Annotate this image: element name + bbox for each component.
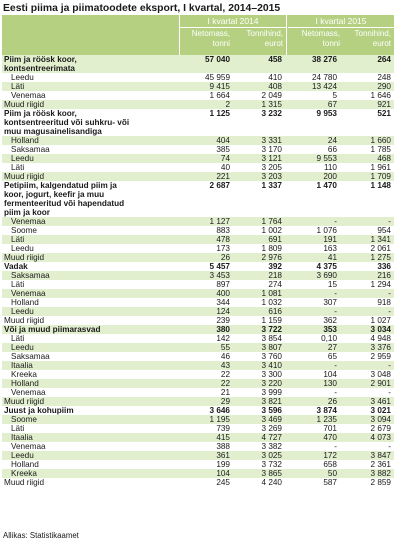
row-label: Petipiim, kalgendatud piim ja koor, jogurt, keefir ja muu fermenteeritud või hapendatud piim ja koor	[4, 181, 125, 217]
cell-price-2014: 3 205	[261, 163, 282, 172]
cell-price-2014: 1 809	[261, 244, 282, 253]
cell-price-2015: -	[388, 307, 391, 316]
cell-net-mass-2015: 9 953	[316, 109, 337, 118]
row-label: Venemaa	[11, 217, 46, 226]
table-row	[2, 235, 394, 244]
cell-net-mass-2014: 40	[220, 163, 230, 172]
row-label: Või ja muud piimarasvad	[4, 325, 101, 334]
cell-net-mass-2014: 388	[216, 442, 230, 451]
cell-price-2015: 2 679	[370, 424, 391, 433]
cell-price-2014: 3 410	[261, 361, 282, 370]
cell-net-mass-2015: 65	[327, 352, 337, 361]
table-row	[2, 145, 394, 154]
row-label: Piim ja röösk koor, kontsentreeritud või suhkru- või muu magusainelisandiga	[4, 109, 130, 136]
cell-net-mass-2015: 104	[323, 370, 337, 379]
row-label: Muud riigid	[4, 316, 45, 325]
cell-net-mass-2015: -	[334, 442, 337, 451]
header-rule	[288, 27, 394, 28]
cell-net-mass-2014: 361	[216, 451, 230, 460]
table-row	[2, 100, 394, 109]
table-row	[2, 433, 394, 442]
cell-net-mass-2014: 239	[216, 316, 230, 325]
cell-net-mass-2014: 1 125	[209, 109, 230, 118]
row-label: Saksamaa	[11, 271, 50, 280]
cell-net-mass-2015: 1 076	[316, 226, 337, 235]
cell-net-mass-2014: 199	[216, 460, 230, 469]
table-row	[2, 370, 394, 379]
cell-net-mass-2015: 110	[323, 163, 337, 172]
cell-price-2015: 2 361	[370, 460, 391, 469]
cell-net-mass-2015: 191	[323, 235, 337, 244]
table-row	[2, 172, 394, 181]
cell-price-2015: 1 660	[370, 136, 391, 145]
row-label: Leedu	[11, 244, 34, 253]
cell-price-2015: 336	[377, 262, 391, 271]
table-row	[2, 82, 394, 91]
header-rule	[180, 27, 286, 28]
header-divider	[286, 15, 287, 55]
cell-net-mass-2014: 5 457	[209, 262, 230, 271]
cell-net-mass-2014: 380	[216, 325, 230, 334]
table-section-row	[2, 262, 394, 271]
cell-net-mass-2015: 15	[327, 280, 337, 289]
row-label: Läti	[11, 235, 25, 244]
cell-net-mass-2015: 38 276	[311, 55, 337, 64]
cell-net-mass-2015: -	[334, 217, 337, 226]
cell-net-mass-2014: 385	[216, 145, 230, 154]
cell-net-mass-2015: 26	[327, 397, 337, 406]
export-table	[2, 15, 394, 487]
cell-price-2014: 3 469	[261, 415, 282, 424]
table-row	[2, 379, 394, 388]
cell-price-2015: -	[388, 217, 391, 226]
cell-price-2015: 2 959	[370, 352, 391, 361]
cell-price-2015: 216	[377, 271, 391, 280]
header-net-mass-2014: Netomass, tonni	[191, 29, 230, 48]
table-row	[2, 91, 394, 100]
cell-price-2014: 3 382	[261, 442, 282, 451]
cell-net-mass-2014: 104	[216, 469, 230, 478]
cell-price-2014: 408	[268, 82, 282, 91]
table-row	[2, 298, 394, 307]
cell-price-2015: 468	[377, 154, 391, 163]
cell-price-2014: 3 596	[261, 406, 282, 415]
cell-net-mass-2015: 3 874	[316, 406, 337, 415]
cell-net-mass-2015: 5	[332, 91, 337, 100]
cell-price-2014: 2 976	[261, 253, 282, 262]
cell-price-2015: 248	[377, 73, 391, 82]
row-label: Holland	[11, 460, 39, 469]
cell-price-2014: 3 269	[261, 424, 282, 433]
cell-price-2015: 264	[377, 55, 391, 64]
cell-price-2015: -	[388, 388, 391, 397]
table-header	[2, 15, 394, 55]
row-label: Läti	[11, 424, 25, 433]
table-body	[2, 55, 394, 487]
table-section-row	[2, 325, 394, 334]
cell-net-mass-2015: 4 375	[316, 262, 337, 271]
cell-price-2014: 3 865	[261, 469, 282, 478]
row-label: Holland	[11, 379, 39, 388]
cell-price-2014: 3 821	[261, 397, 282, 406]
cell-net-mass-2015: 13 424	[311, 82, 337, 91]
header-net-mass-2015: Netomass, tonni	[301, 29, 340, 48]
table-row	[2, 478, 394, 487]
cell-net-mass-2014: 245	[216, 478, 230, 487]
cell-price-2014: 3 760	[261, 352, 282, 361]
cell-net-mass-2014: 2 687	[209, 181, 230, 190]
table-section-row	[2, 181, 394, 217]
cell-net-mass-2014: 400	[216, 289, 230, 298]
cell-net-mass-2015: 163	[323, 244, 337, 253]
cell-net-mass-2015: 67	[327, 100, 337, 109]
cell-net-mass-2014: 29	[220, 397, 230, 406]
cell-price-2015: 3 048	[370, 370, 391, 379]
cell-net-mass-2014: 883	[216, 226, 230, 235]
cell-price-2014: 1 002	[261, 226, 282, 235]
cell-net-mass-2015: 701	[323, 424, 337, 433]
table-row	[2, 289, 394, 298]
cell-price-2014: 1 032	[261, 298, 282, 307]
table-row	[2, 343, 394, 352]
table-row	[2, 334, 394, 343]
table-row	[2, 361, 394, 370]
cell-price-2014: 274	[268, 280, 282, 289]
row-label: Leedu	[11, 343, 34, 352]
cell-net-mass-2015: 353	[323, 325, 337, 334]
cell-price-2014: 3 854	[261, 334, 282, 343]
cell-price-2015: 1 961	[370, 163, 391, 172]
cell-price-2015: 921	[377, 100, 391, 109]
cell-price-2015: 3 034	[370, 325, 391, 334]
cell-price-2015: 3 021	[370, 406, 391, 415]
cell-net-mass-2015: 24	[327, 136, 337, 145]
cell-price-2014: 392	[268, 262, 282, 271]
cell-net-mass-2015: 66	[327, 145, 337, 154]
table-row	[2, 136, 394, 145]
cell-price-2014: 3 220	[261, 379, 282, 388]
cell-net-mass-2014: 124	[216, 307, 230, 316]
cell-price-2015: -	[388, 289, 391, 298]
cell-price-2015: 918	[377, 298, 391, 307]
cell-net-mass-2015: -	[334, 361, 337, 370]
cell-net-mass-2014: 22	[220, 379, 230, 388]
cell-price-2014: 1 159	[261, 316, 282, 325]
cell-net-mass-2014: 897	[216, 280, 230, 289]
cell-net-mass-2015: -	[334, 307, 337, 316]
cell-net-mass-2015: 658	[323, 460, 337, 469]
cell-price-2015: -	[388, 361, 391, 370]
cell-net-mass-2015: 50	[327, 469, 337, 478]
row-label: Kreeka	[11, 469, 37, 478]
cell-net-mass-2015: 307	[323, 298, 337, 307]
row-label: Muud riigid	[4, 172, 45, 181]
cell-net-mass-2014: 142	[216, 334, 230, 343]
table-section-row	[2, 406, 394, 415]
row-label: Läti	[11, 334, 25, 343]
cell-net-mass-2014: 74	[220, 154, 230, 163]
cell-price-2015: 2 859	[370, 478, 391, 487]
table-row	[2, 271, 394, 280]
row-label: Muud riigid	[4, 397, 45, 406]
row-label: Venemaa	[11, 91, 46, 100]
cell-price-2015: 1 709	[370, 172, 391, 181]
cell-price-2015: 2 061	[370, 244, 391, 253]
table-row	[2, 217, 394, 226]
row-label: Soome	[11, 226, 37, 235]
cell-price-2014: 410	[268, 73, 282, 82]
cell-net-mass-2014: 478	[216, 235, 230, 244]
table-row	[2, 424, 394, 433]
cell-price-2015: 1 148	[370, 181, 391, 190]
cell-net-mass-2014: 3 646	[209, 406, 230, 415]
cell-price-2014: 1 337	[261, 181, 282, 190]
cell-net-mass-2014: 1 195	[209, 415, 230, 424]
cell-net-mass-2015: 9 553	[316, 154, 337, 163]
row-label: Saksamaa	[11, 145, 50, 154]
cell-price-2014: 1 315	[261, 100, 282, 109]
table-row	[2, 244, 394, 253]
cell-net-mass-2014: 344	[216, 298, 230, 307]
cell-price-2014: 3 232	[261, 109, 282, 118]
table-row	[2, 154, 394, 163]
header-price-2015: Tonnihind, eurot	[354, 29, 391, 48]
cell-net-mass-2014: 1 127	[209, 217, 230, 226]
row-label: Soome	[11, 415, 37, 424]
cell-price-2014: 4 240	[261, 478, 282, 487]
row-label: Läti	[11, 82, 25, 91]
header-period-2014: I kvartal 2014	[207, 16, 259, 26]
cell-price-2015: 3 376	[370, 343, 391, 352]
cell-net-mass-2015: 470	[323, 433, 337, 442]
row-label: Kreeka	[11, 370, 37, 379]
cell-net-mass-2014: 2	[225, 100, 230, 109]
row-label: Läti	[11, 163, 25, 172]
cell-net-mass-2015: 362	[323, 316, 337, 325]
cell-net-mass-2015: 3 690	[316, 271, 337, 280]
row-label: Venemaa	[11, 442, 46, 451]
cell-net-mass-2014: 173	[216, 244, 230, 253]
row-label: Juust ja kohupiim	[4, 406, 74, 415]
table-row	[2, 73, 394, 82]
table-section-row	[2, 109, 394, 136]
table-row	[2, 451, 394, 460]
cell-net-mass-2014: 22	[220, 370, 230, 379]
table-section-row	[2, 55, 394, 73]
cell-price-2015: -	[388, 442, 391, 451]
cell-price-2015: 954	[377, 226, 391, 235]
row-label: Leedu	[11, 307, 34, 316]
cell-net-mass-2015: 1 470	[316, 181, 337, 190]
cell-net-mass-2015: 130	[323, 379, 337, 388]
cell-net-mass-2014: 21	[220, 388, 230, 397]
row-label: Leedu	[11, 154, 34, 163]
table-row	[2, 397, 394, 406]
cell-price-2014: 458	[268, 55, 282, 64]
cell-net-mass-2014: 46	[220, 352, 230, 361]
cell-net-mass-2015: 587	[323, 478, 337, 487]
row-label: Holland	[11, 136, 39, 145]
cell-price-2015: 4 073	[370, 433, 391, 442]
cell-net-mass-2014: 26	[220, 253, 230, 262]
row-label: Venemaa	[11, 388, 46, 397]
cell-price-2015: 1 341	[370, 235, 391, 244]
row-label: Läti	[11, 280, 25, 289]
cell-net-mass-2014: 739	[216, 424, 230, 433]
row-label: Itaalia	[11, 433, 33, 442]
row-label: Saksamaa	[11, 352, 50, 361]
row-label: Piim ja röösk koor, kontsentreerimata	[4, 55, 77, 73]
cell-price-2015: 2 901	[370, 379, 391, 388]
cell-net-mass-2015: 41	[327, 253, 337, 262]
cell-net-mass-2014: 415	[216, 433, 230, 442]
row-label: Holland	[11, 298, 39, 307]
table-row	[2, 253, 394, 262]
table-row	[2, 442, 394, 451]
cell-price-2014: 218	[268, 271, 282, 280]
cell-price-2014: 3 170	[261, 145, 282, 154]
cell-net-mass-2014: 57 040	[204, 55, 230, 64]
cell-net-mass-2015: 24 780	[311, 73, 337, 82]
cell-net-mass-2015: 1 235	[316, 415, 337, 424]
cell-price-2014: 3 722	[261, 325, 282, 334]
page-title: Eesti piima ja piimatoodete eksport, I kvartal, 2014–2015	[3, 3, 281, 14]
table-row	[2, 226, 394, 235]
cell-price-2014: 3 203	[261, 172, 282, 181]
row-label: Muud riigid	[4, 478, 45, 487]
cell-price-2015: 3 882	[370, 469, 391, 478]
table-row	[2, 469, 394, 478]
cell-net-mass-2015: -	[334, 289, 337, 298]
cell-net-mass-2015: 200	[323, 172, 337, 181]
source-note: Allikas: Statistikaamet	[3, 531, 79, 540]
cell-price-2015: 290	[377, 82, 391, 91]
row-label: Muud riigid	[4, 100, 45, 109]
table-row	[2, 316, 394, 325]
cell-net-mass-2014: 55	[220, 343, 230, 352]
cell-price-2014: 691	[268, 235, 282, 244]
cell-net-mass-2014: 9 415	[209, 82, 230, 91]
row-label: Venemaa	[11, 289, 46, 298]
row-label: Leedu	[11, 451, 34, 460]
cell-price-2014: 1 764	[261, 217, 282, 226]
table-row	[2, 307, 394, 316]
header-period-2015: I kvartal 2015	[315, 16, 367, 26]
cell-price-2015: 1 646	[370, 91, 391, 100]
row-label: Vadak	[4, 262, 28, 271]
table-row	[2, 388, 394, 397]
table-row	[2, 460, 394, 469]
cell-price-2014: 3 025	[261, 451, 282, 460]
cell-price-2014: 3 999	[261, 388, 282, 397]
row-label: Leedu	[11, 73, 34, 82]
table-row	[2, 280, 394, 289]
cell-price-2014: 3 331	[261, 136, 282, 145]
table-row	[2, 163, 394, 172]
cell-price-2015: 1 275	[370, 253, 391, 262]
row-label: Itaalia	[11, 361, 33, 370]
cell-net-mass-2015: 0,10	[321, 334, 337, 343]
cell-net-mass-2014: 45 959	[204, 73, 230, 82]
cell-net-mass-2015: 172	[323, 451, 337, 460]
cell-price-2014: 3 732	[261, 460, 282, 469]
cell-price-2015: 1 027	[370, 316, 391, 325]
table-row	[2, 415, 394, 424]
cell-price-2015: 4 948	[370, 334, 391, 343]
cell-price-2015: 521	[377, 109, 391, 118]
cell-net-mass-2014: 404	[216, 136, 230, 145]
cell-price-2014: 4 727	[261, 433, 282, 442]
cell-price-2014: 616	[268, 307, 282, 316]
cell-net-mass-2014: 3 453	[209, 271, 230, 280]
cell-price-2015: 1 785	[370, 145, 391, 154]
cell-price-2015: 3 094	[370, 415, 391, 424]
cell-net-mass-2014: 221	[216, 172, 230, 181]
cell-net-mass-2014: 43	[220, 361, 230, 370]
cell-price-2014: 3 300	[261, 370, 282, 379]
cell-price-2015: 3 847	[370, 451, 391, 460]
table-row	[2, 352, 394, 361]
cell-net-mass-2014: 1 664	[209, 91, 230, 100]
cell-net-mass-2015: 27	[327, 343, 337, 352]
cell-price-2014: 3 807	[261, 343, 282, 352]
cell-price-2015: 3 461	[370, 397, 391, 406]
cell-net-mass-2015: -	[334, 388, 337, 397]
cell-price-2014: 3 121	[261, 154, 282, 163]
row-label: Muud riigid	[4, 253, 45, 262]
cell-price-2015: 1 294	[370, 280, 391, 289]
cell-price-2014: 1 081	[261, 289, 282, 298]
cell-price-2014: 2 049	[261, 91, 282, 100]
header-price-2014: Tonnihind, eurot	[246, 29, 283, 48]
